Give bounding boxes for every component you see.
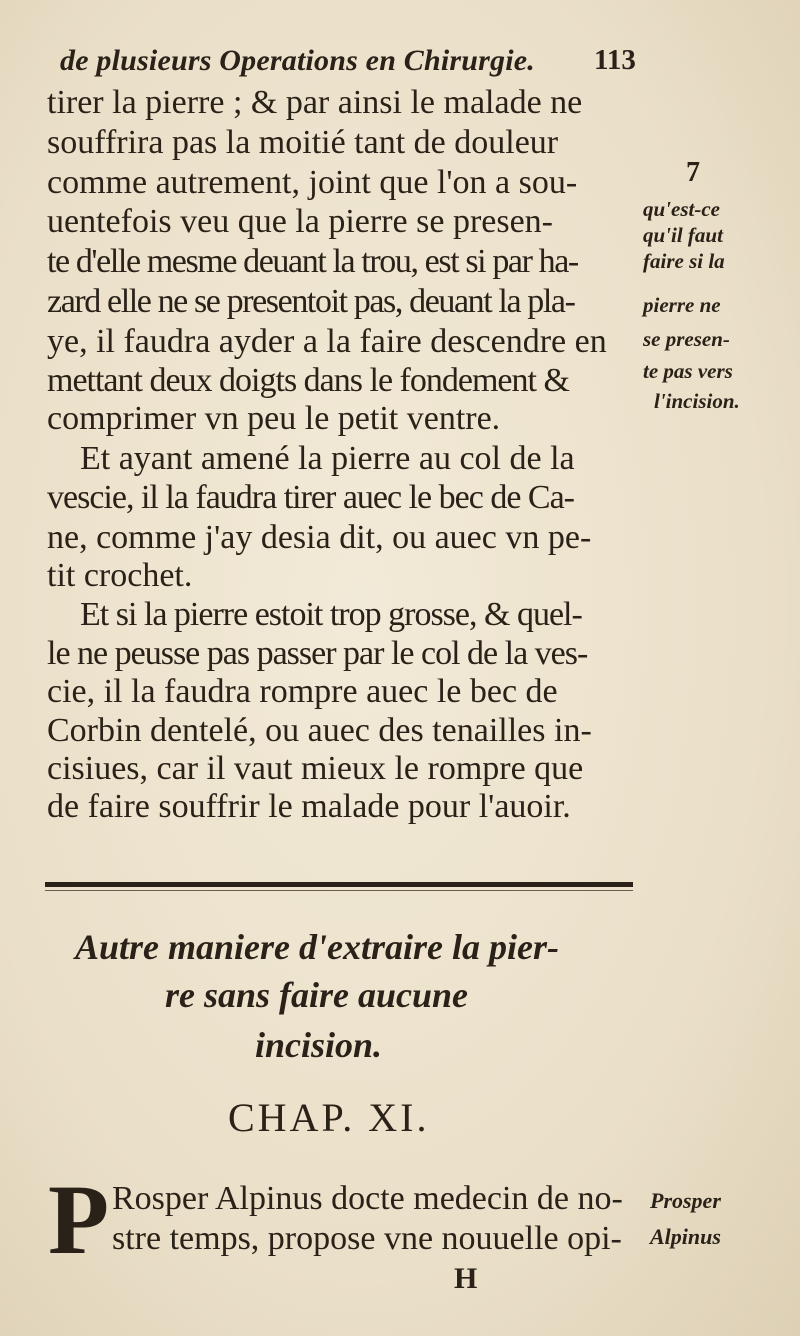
section-rule (45, 882, 633, 887)
body-line: Et ayant amené la pierre au col de la (80, 440, 575, 477)
body-line: cisiues, car il vaut mieux le rompre que (47, 750, 584, 787)
body-line: le ne peusse pas passer par le col de la ves- (47, 635, 588, 672)
signature-mark: H (454, 1262, 478, 1295)
margin-note-line: l'incision. (654, 389, 740, 413)
body-line: mettant deux doigts dans le fondement & (47, 362, 569, 399)
body-line: souffrira pas la moitié tant de douleur (47, 124, 559, 161)
margin-note-line: pierre ne (643, 293, 721, 317)
margin-note-number: 7 (686, 157, 700, 188)
chapter-heading: CHAP. XI. (228, 1095, 430, 1140)
body-line: uentefois veu que la pierre se presen- (47, 203, 553, 240)
body-line: stre temps, propose vne nouuelle opi- (112, 1220, 622, 1257)
body-line: ye, il faudra ayder a la faire descendre en (47, 323, 607, 360)
margin-note-line: te pas vers (643, 359, 733, 383)
page-number: 113 (594, 44, 636, 76)
section-rule-thin (45, 890, 633, 891)
body-line: comme autrement, joint que l'on a sou- (47, 164, 578, 201)
margin-note-line: se presen- (643, 327, 730, 351)
body-line: Corbin dentelé, ou auec des tenailles in- (47, 712, 592, 749)
drop-cap: P (48, 1164, 110, 1275)
body-line: tirer la pierre ; & par ainsi le malade ne (47, 84, 583, 121)
chapter-title-line: incision. (255, 1025, 383, 1065)
body-line: Rosper Alpinus docte medecin de no- (112, 1180, 623, 1217)
body-line: tit crochet. (47, 557, 193, 594)
chapter-title-line: re sans faire aucune (165, 975, 469, 1015)
body-line: de faire souffrir le malade pour l'auoir. (47, 788, 571, 825)
body-line: vescie, il la faudra tirer auec le bec de Ca- (47, 479, 575, 516)
margin-note-line: faire si la (643, 249, 725, 273)
body-line: comprimer vn peu le petit ventre. (47, 400, 501, 437)
chapter-title-line: Autre maniere d'extraire la pier- (75, 927, 559, 967)
margin-note-line: qu'il faut (643, 223, 723, 247)
body-line: Et si la pierre estoit trop grosse, & quel- (80, 596, 582, 633)
margin-note-line: Alpinus (650, 1224, 721, 1249)
margin-note-line: qu'est-ce (643, 197, 720, 221)
body-line: te d'elle mesme deuant la trou, est si par ha- (47, 243, 578, 280)
body-line: ne, comme j'ay desia dit, ou auec vn pe- (47, 519, 592, 556)
running-head: de plusieurs Operations en Chirurgie. (60, 44, 535, 77)
margin-note-line: Prosper (650, 1188, 721, 1213)
body-line: zard elle ne se presentoit pas, deuant la pla- (47, 283, 575, 320)
body-line: cie, il la faudra rompre auec le bec de (47, 673, 558, 710)
